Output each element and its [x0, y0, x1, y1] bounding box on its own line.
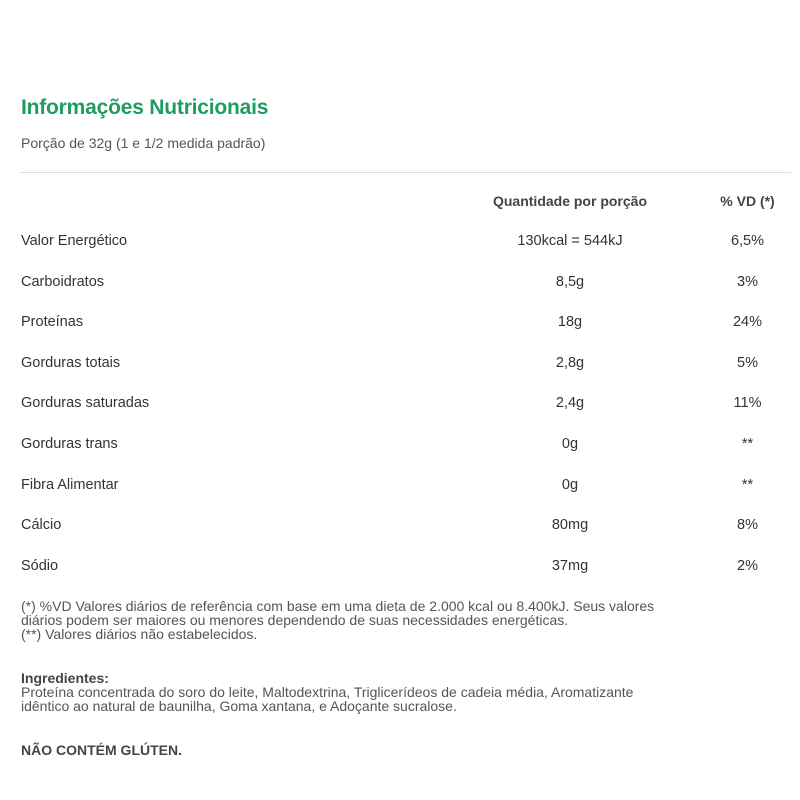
nutrient-vd: 3%	[737, 273, 758, 290]
nutrient-name: Sódio	[21, 557, 59, 574]
column-quantity-header: Quantidade por porção	[492, 193, 647, 209]
nutrient-vd: **	[741, 435, 754, 452]
table-row	[0, 395, 800, 436]
nutrient-vd: 11%	[733, 395, 762, 412]
nutrient-quantity: 2,4g	[555, 395, 585, 412]
ingredients-section	[21, 671, 796, 713]
nutrient-vd: 2%	[737, 557, 758, 574]
ingredients-line: idêntico ao natural de baunilha, Goma xantana, e Adoçante sucralose.	[21, 698, 457, 714]
ingredients-line: Proteína concentrada do soro do leite, Maltodextrina, Triglicerídeos de cadeia média, Aromatizante	[21, 684, 634, 700]
nutrient-quantity: 18g	[557, 314, 583, 331]
nutrient-name: Gorduras trans	[21, 435, 118, 452]
footnote-line: diários podem ser maiores ou menores dependendo de suas necessidades energéticas.	[21, 612, 569, 628]
nutrient-name: Carboidratos	[21, 273, 105, 290]
nutrient-vd: 6,5%	[730, 233, 765, 249]
nutrient-name: Cálcio	[21, 517, 62, 534]
nutrient-vd: 24%	[732, 314, 763, 331]
table-row	[0, 436, 800, 477]
nutrient-quantity: 130kcal = 544kJ	[517, 233, 623, 249]
nutrient-quantity: 2,8g	[555, 354, 585, 371]
nutrient-quantity: 80mg	[551, 517, 589, 534]
nutrient-quantity: 0g	[561, 476, 579, 493]
table-row	[0, 477, 800, 518]
nutrient-quantity: 0g	[561, 435, 579, 452]
nutrient-name: Proteínas	[21, 314, 84, 331]
table-row	[0, 274, 800, 315]
table-row	[0, 355, 800, 396]
nutrient-name: Gorduras saturadas	[21, 395, 150, 412]
nutrient-quantity: 37mg	[551, 557, 589, 574]
column-vd-header: % VD (*)	[720, 193, 775, 209]
table-row	[0, 558, 800, 599]
footnotes	[21, 599, 796, 641]
footnote-line: (*) %VD Valores diários de referência com base em uma dieta de 2.000 kcal ou 8.400kJ. Seus valores	[21, 598, 655, 614]
ingredients-title: Ingredientes:	[21, 670, 109, 686]
footnote-line: (**) Valores diários não estabelecidos.	[21, 626, 258, 642]
nutrient-name: Fibra Alimentar	[21, 476, 119, 493]
nutrient-vd: 8%	[737, 517, 758, 534]
table-row	[0, 233, 800, 274]
divider	[21, 172, 791, 173]
nutrition-title: Informações Nutricionais	[21, 96, 269, 119]
table-row	[0, 314, 800, 355]
nutrition-table	[0, 233, 800, 598]
nutrient-quantity: 8,5g	[555, 273, 585, 290]
table-row	[0, 517, 800, 558]
nutrient-name: Valor Energético	[21, 233, 128, 249]
portion-text: Porção de 32g (1 e 1/2 medida padrão)	[21, 135, 266, 151]
gluten-notice: NÃO CONTÉM GLÚTEN.	[21, 742, 182, 758]
nutrient-name: Gorduras totais	[21, 354, 121, 371]
nutrient-vd: 5%	[737, 354, 758, 371]
nutrient-vd: **	[741, 476, 754, 493]
